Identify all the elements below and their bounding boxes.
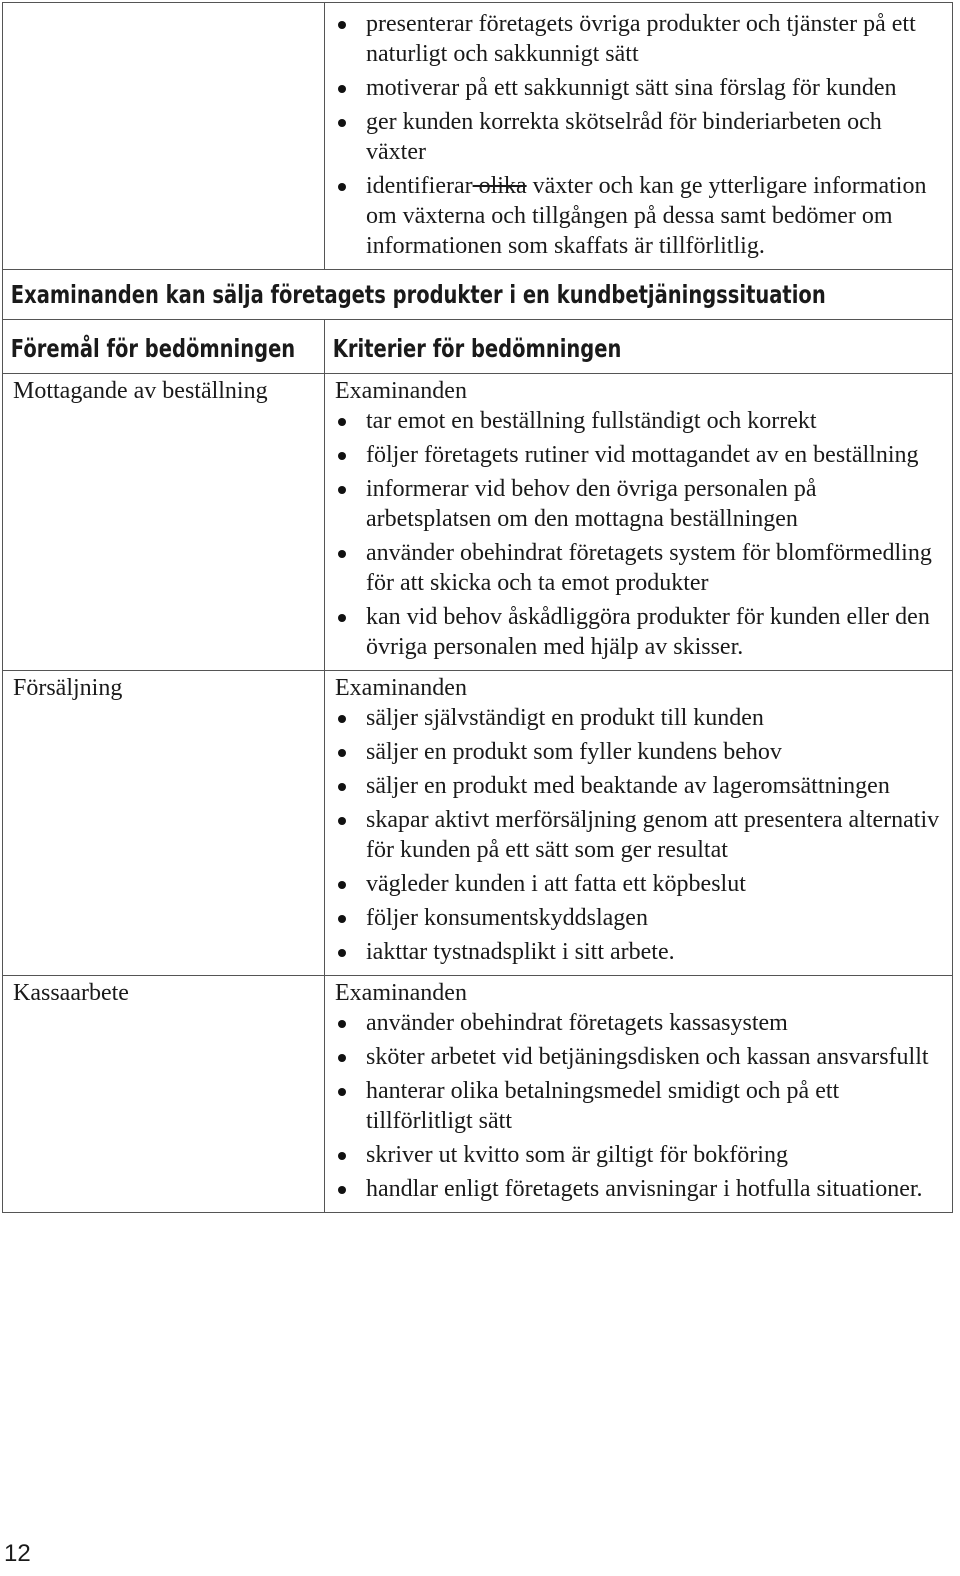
table-row — [3, 671, 953, 976]
list-item — [335, 9, 942, 69]
list-item — [335, 406, 942, 436]
list-item — [335, 171, 942, 261]
object-cell — [3, 374, 325, 671]
list-item — [335, 440, 942, 470]
header-cell-right — [325, 320, 953, 374]
criterion-text: skriver ut kvitto som är giltigt för bokföring — [366, 1142, 788, 1168]
list-item — [335, 1042, 942, 1072]
criterion-text: ger kunden korrekta skötselråd för binderiarbeten och växter — [366, 109, 882, 165]
object-label: Försäljning — [13, 675, 123, 701]
criterion-text: hanterar olika betalningsmedel smidigt och på ett tillförlitligt sätt — [366, 1078, 840, 1134]
criteria-list — [325, 3, 952, 269]
section-title-cell — [3, 270, 953, 320]
list-item — [335, 1076, 942, 1136]
criterion-text: växter och kan ge ytterligare information om växterna och tillgången på dessa samt bedömer om informationen som skaffats är tillförlitlig. — [366, 173, 927, 259]
criterion-text: tar emot en beställning fullständigt och korrekt — [366, 408, 817, 434]
criteria-cell — [325, 374, 953, 671]
section-title: Examinanden kan sälja företagets produkter i en kundbetjäningssituation — [10, 280, 826, 309]
object-label: Kassaarbete — [13, 980, 129, 1006]
criterion-text: följer konsumentskyddslagen — [366, 905, 648, 931]
list-item — [335, 805, 942, 865]
list-item — [335, 1174, 942, 1204]
criterion-text: kan vid behov åskådliggöra produkter för kunden eller den övriga personalen med hjälp av skisser. — [366, 604, 930, 660]
table-row — [3, 3, 953, 270]
list-item — [335, 771, 942, 801]
header-row — [3, 320, 953, 374]
list-item — [335, 474, 942, 534]
table-row — [3, 374, 953, 671]
criterion-text: använder obehindrat företagets system för blomförmedling för att skicka och ta emot produkter — [366, 540, 932, 596]
column-header-criteria: Kriterier för bedömningen — [332, 334, 622, 363]
criterion-text: informerar vid behov den övriga personalen på arbetsplatsen om den mottagna beställningen — [366, 476, 817, 532]
criteria-list — [325, 703, 952, 975]
criteria-list — [325, 1008, 952, 1212]
page-number: 12 — [4, 1540, 31, 1567]
criterion-text: iakttar tystnadsplikt i sitt arbete. — [366, 939, 675, 965]
criterion-text: följer företagets rutiner vid mottagandet av en beställning — [366, 442, 919, 468]
criterion-text: säljer självständigt en produkt till kunden — [366, 705, 764, 731]
criteria-list — [325, 406, 952, 670]
list-item — [335, 107, 942, 167]
object-cell — [3, 976, 325, 1213]
object-label: Mottagande av beställning — [13, 378, 268, 404]
criterion-text: presenterar företagets övriga produkter och tjänster på ett naturligt och sakkunnigt sätt — [366, 11, 916, 67]
criteria-lead: Examinanden — [335, 675, 467, 701]
list-item — [335, 869, 942, 899]
criteria-cell — [325, 3, 953, 270]
criterion-text: använder obehindrat företagets kassasystem — [366, 1010, 788, 1036]
list-item — [335, 903, 942, 933]
assessment-table — [2, 2, 953, 1213]
criterion-text: motiverar på ett sakkunnigt sätt sina förslag för kunden — [366, 75, 897, 101]
struck-text: olika — [472, 173, 527, 199]
list-item — [335, 538, 942, 598]
criterion-text: handlar enligt företagets anvisningar i hotfulla situationer. — [366, 1176, 923, 1202]
list-item — [335, 937, 942, 967]
list-item — [335, 602, 942, 662]
assessment-table-frame — [2, 2, 952, 1213]
list-item — [335, 1008, 942, 1038]
criterion-text: säljer en produkt med beaktande av lageromsättningen — [366, 773, 890, 799]
empty-cell — [3, 3, 325, 270]
column-header-object: Föremål för bedömningen — [10, 334, 296, 363]
criteria-cell — [325, 671, 953, 976]
criterion-text: skapar aktivt merförsäljning genom att presentera alternativ för kunden på ett sätt som ger resultat — [366, 807, 940, 863]
criterion-text: vägleder kunden i att fatta ett köpbeslut — [366, 871, 746, 897]
table-row — [3, 976, 953, 1213]
list-item — [335, 73, 942, 103]
list-item — [335, 703, 942, 733]
criteria-lead: Examinanden — [335, 378, 467, 404]
list-item — [335, 737, 942, 767]
object-cell — [3, 671, 325, 976]
criterion-text: säljer en produkt som fyller kundens behov — [366, 739, 782, 765]
header-cell-left — [3, 320, 325, 374]
criterion-text: identifierar — [366, 173, 473, 199]
section-title-row — [3, 270, 953, 320]
criteria-cell — [325, 976, 953, 1213]
criterion-text: sköter arbetet vid betjäningsdisken och kassan ansvarsfullt — [366, 1044, 929, 1070]
criteria-lead: Examinanden — [335, 980, 467, 1006]
list-item — [335, 1140, 942, 1170]
